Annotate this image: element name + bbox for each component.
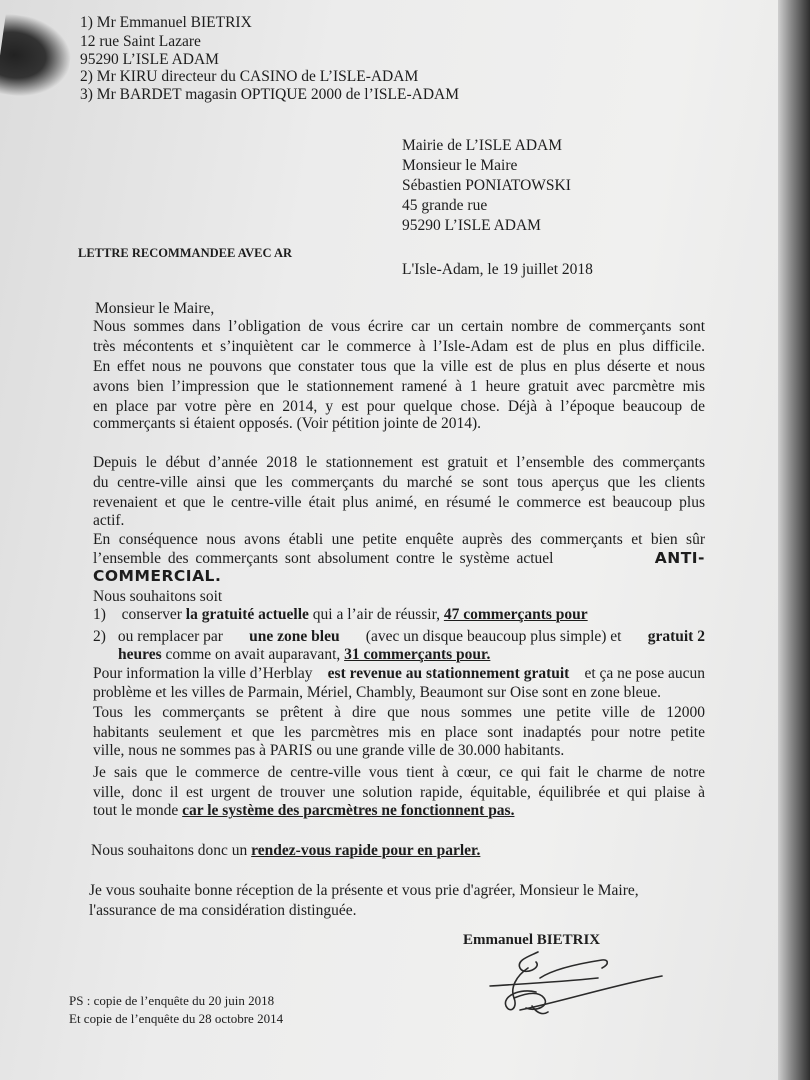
- meeting-pre: Nous souhaitons donc un: [91, 842, 252, 859]
- p4-line-1: Tous les commerçants se prêtent à dire que nous sommes une petite ville de 12000: [93, 704, 705, 721]
- sender-line-1: 1) Mr Emmanuel BIETRIX: [80, 14, 252, 31]
- option-2-pre: ou remplacer par: [117, 628, 223, 645]
- p3-line-2-text: l’ensemble des commerçants sont absolument contre le système actuel: [93, 550, 554, 567]
- option-2-bold-1: une zone bleu: [249, 628, 340, 645]
- p5-line-1: Je sais que le commerce de centre-ville vous tient à cœur, ce qui fait le charme de notre: [93, 764, 705, 781]
- anti-word: ANTI-: [654, 549, 705, 567]
- sender-line-3: 95290 L’ISLE ADAM: [80, 51, 219, 68]
- info-post: et ça ne pose aucun: [584, 665, 705, 682]
- option-1-pre: conserver: [121, 606, 186, 623]
- handwritten-signature: [480, 946, 680, 1026]
- option-1-number: 1): [93, 606, 106, 623]
- closing-line-2: l'assurance de ma considération distinguée.: [89, 902, 357, 919]
- p5-line-2: ville, donc il est urgent de trouver une solution rapide, équitable, équilibrée et qui plaise à: [93, 784, 705, 801]
- p2-line-1: Depuis le début d’année 2018 le stationnement est gratuit et l’ensemble des commerçants: [93, 454, 705, 471]
- p2-line-4: actif.: [93, 512, 125, 529]
- option-1-count: 47 commerçants pour: [443, 606, 588, 623]
- sender-line-2: 12 rue Saint Lazare: [80, 33, 201, 50]
- p1-line-5: en place par votre père en 2014, y est pour quelque chose. Déjà à l’époque beaucoup de: [93, 398, 705, 415]
- recipient-line-4: 45 grande rue: [402, 197, 488, 214]
- signatory-name: Emmanuel BIETRIX: [463, 932, 601, 948]
- info-pre: Pour information la ville d’Herblay: [93, 665, 313, 682]
- option-2-bold-2: gratuit 2: [647, 628, 705, 645]
- option-2-cont-bold: heures: [118, 646, 162, 663]
- p4-line-3: ville, nous ne sommes pas à PARIS ou une grande ville de 30.000 habitants.: [93, 742, 565, 759]
- info-bold: est revenue au stationnement gratuit: [327, 665, 570, 682]
- p2-line-3: revenaient et que le centre-ville était plus animé, en résumé le commerce est beaucoup plus: [93, 494, 705, 511]
- binder-clip-shadow: [0, 14, 75, 103]
- option-2-count: 31 commerçants pour.: [344, 646, 491, 663]
- wish-intro: Nous souhaitons soit: [93, 588, 223, 605]
- ps-line-1: PS : copie de l’enquête du 20 juin 2018: [69, 993, 275, 1008]
- p5-bold: car le système des parcmètres ne fonctionnent pas.: [182, 802, 515, 819]
- closing-line-1: Je vous souhaite bonne réception de la présente et vous prie d'agréer, Monsieur le Maire,: [89, 882, 639, 899]
- place-date: L'Isle-Adam, le 19 juillet 2018: [402, 261, 593, 278]
- p1-line-3: En effet nous ne pouvons que constater tous que la ville est de plus en plus déserte et nous: [93, 358, 705, 375]
- option-2-mid: (avec un disque beaucoup plus simple) et: [365, 628, 622, 645]
- recipient-line-5: 95290 L’ISLE ADAM: [402, 217, 541, 234]
- recipient-line-3: Sébastien PONIATOWSKI: [402, 177, 571, 194]
- p1-line-6: commerçants si étaient opposés. (Voir pétition jointe de 2014).: [93, 415, 481, 432]
- registered-mail-label: LETTRE RECOMMANDEE AVEC AR: [78, 246, 293, 260]
- p4-line-2: habitants seulement et que les parcmètres mis en place sont inadaptés pour notre petite: [93, 724, 705, 741]
- option-1-bold: la gratuité actuelle: [185, 606, 309, 623]
- option-1: [93, 604, 588, 625]
- option-2-cont: comme on avait auparavant,: [161, 646, 345, 663]
- p2-line-2: du centre-ville ainsi que les commerçants du marché se sont tous aperçus que les clients: [93, 474, 705, 491]
- commercial-word: COMMERCIAL.: [93, 567, 222, 585]
- p3-line-1: En conséquence nous avons établi une petite enquête auprès des commerçants et bien sûr: [93, 531, 705, 548]
- option-1-mid: qui a l’air de réussir,: [308, 606, 444, 623]
- ps-line-2: Et copie de l’enquête du 28 octobre 2014: [69, 1011, 284, 1026]
- p1-line-4: avons bien l’impression que le stationnement ramené à 1 heure gratuit avec parcmètre mis: [93, 378, 705, 395]
- recipient-line-1: Mairie de L’ISLE ADAM: [402, 137, 563, 154]
- p1-line-1: Nous sommes dans l’obligation de vous écrire car un certain nombre de commerçants sont: [93, 318, 705, 335]
- sender-line-5: 3) Mr BARDET magasin OPTIQUE 2000 de l’ISLE-ADAM: [80, 86, 459, 103]
- sender-line-4: 2) Mr KIRU directeur du CASINO de L’ISLE-ADAM: [80, 68, 419, 85]
- meeting-request: [91, 840, 480, 861]
- p5-line-3: [93, 800, 514, 821]
- salutation: Monsieur le Maire,: [95, 300, 215, 317]
- option-2-number: 2): [93, 628, 106, 645]
- page-edge-shadow: [778, 0, 810, 1080]
- recipient-line-2: Monsieur le Maire: [402, 157, 518, 174]
- p5-pre: tout le monde: [93, 802, 183, 819]
- p1-line-2: très mécontents et s’inquiètent car le commerce à l’Isle-Adam est de plus en plus difficile.: [93, 338, 705, 355]
- info-line-1: [93, 663, 705, 684]
- meeting-bold: rendez-vous rapide pour en parler.: [251, 842, 481, 859]
- option-2-continuation: [118, 644, 490, 665]
- info-line-2: problème et les villes de Parmain, Mériel, Chambly, Beaumont sur Oise sont en zone bleue.: [93, 684, 662, 701]
